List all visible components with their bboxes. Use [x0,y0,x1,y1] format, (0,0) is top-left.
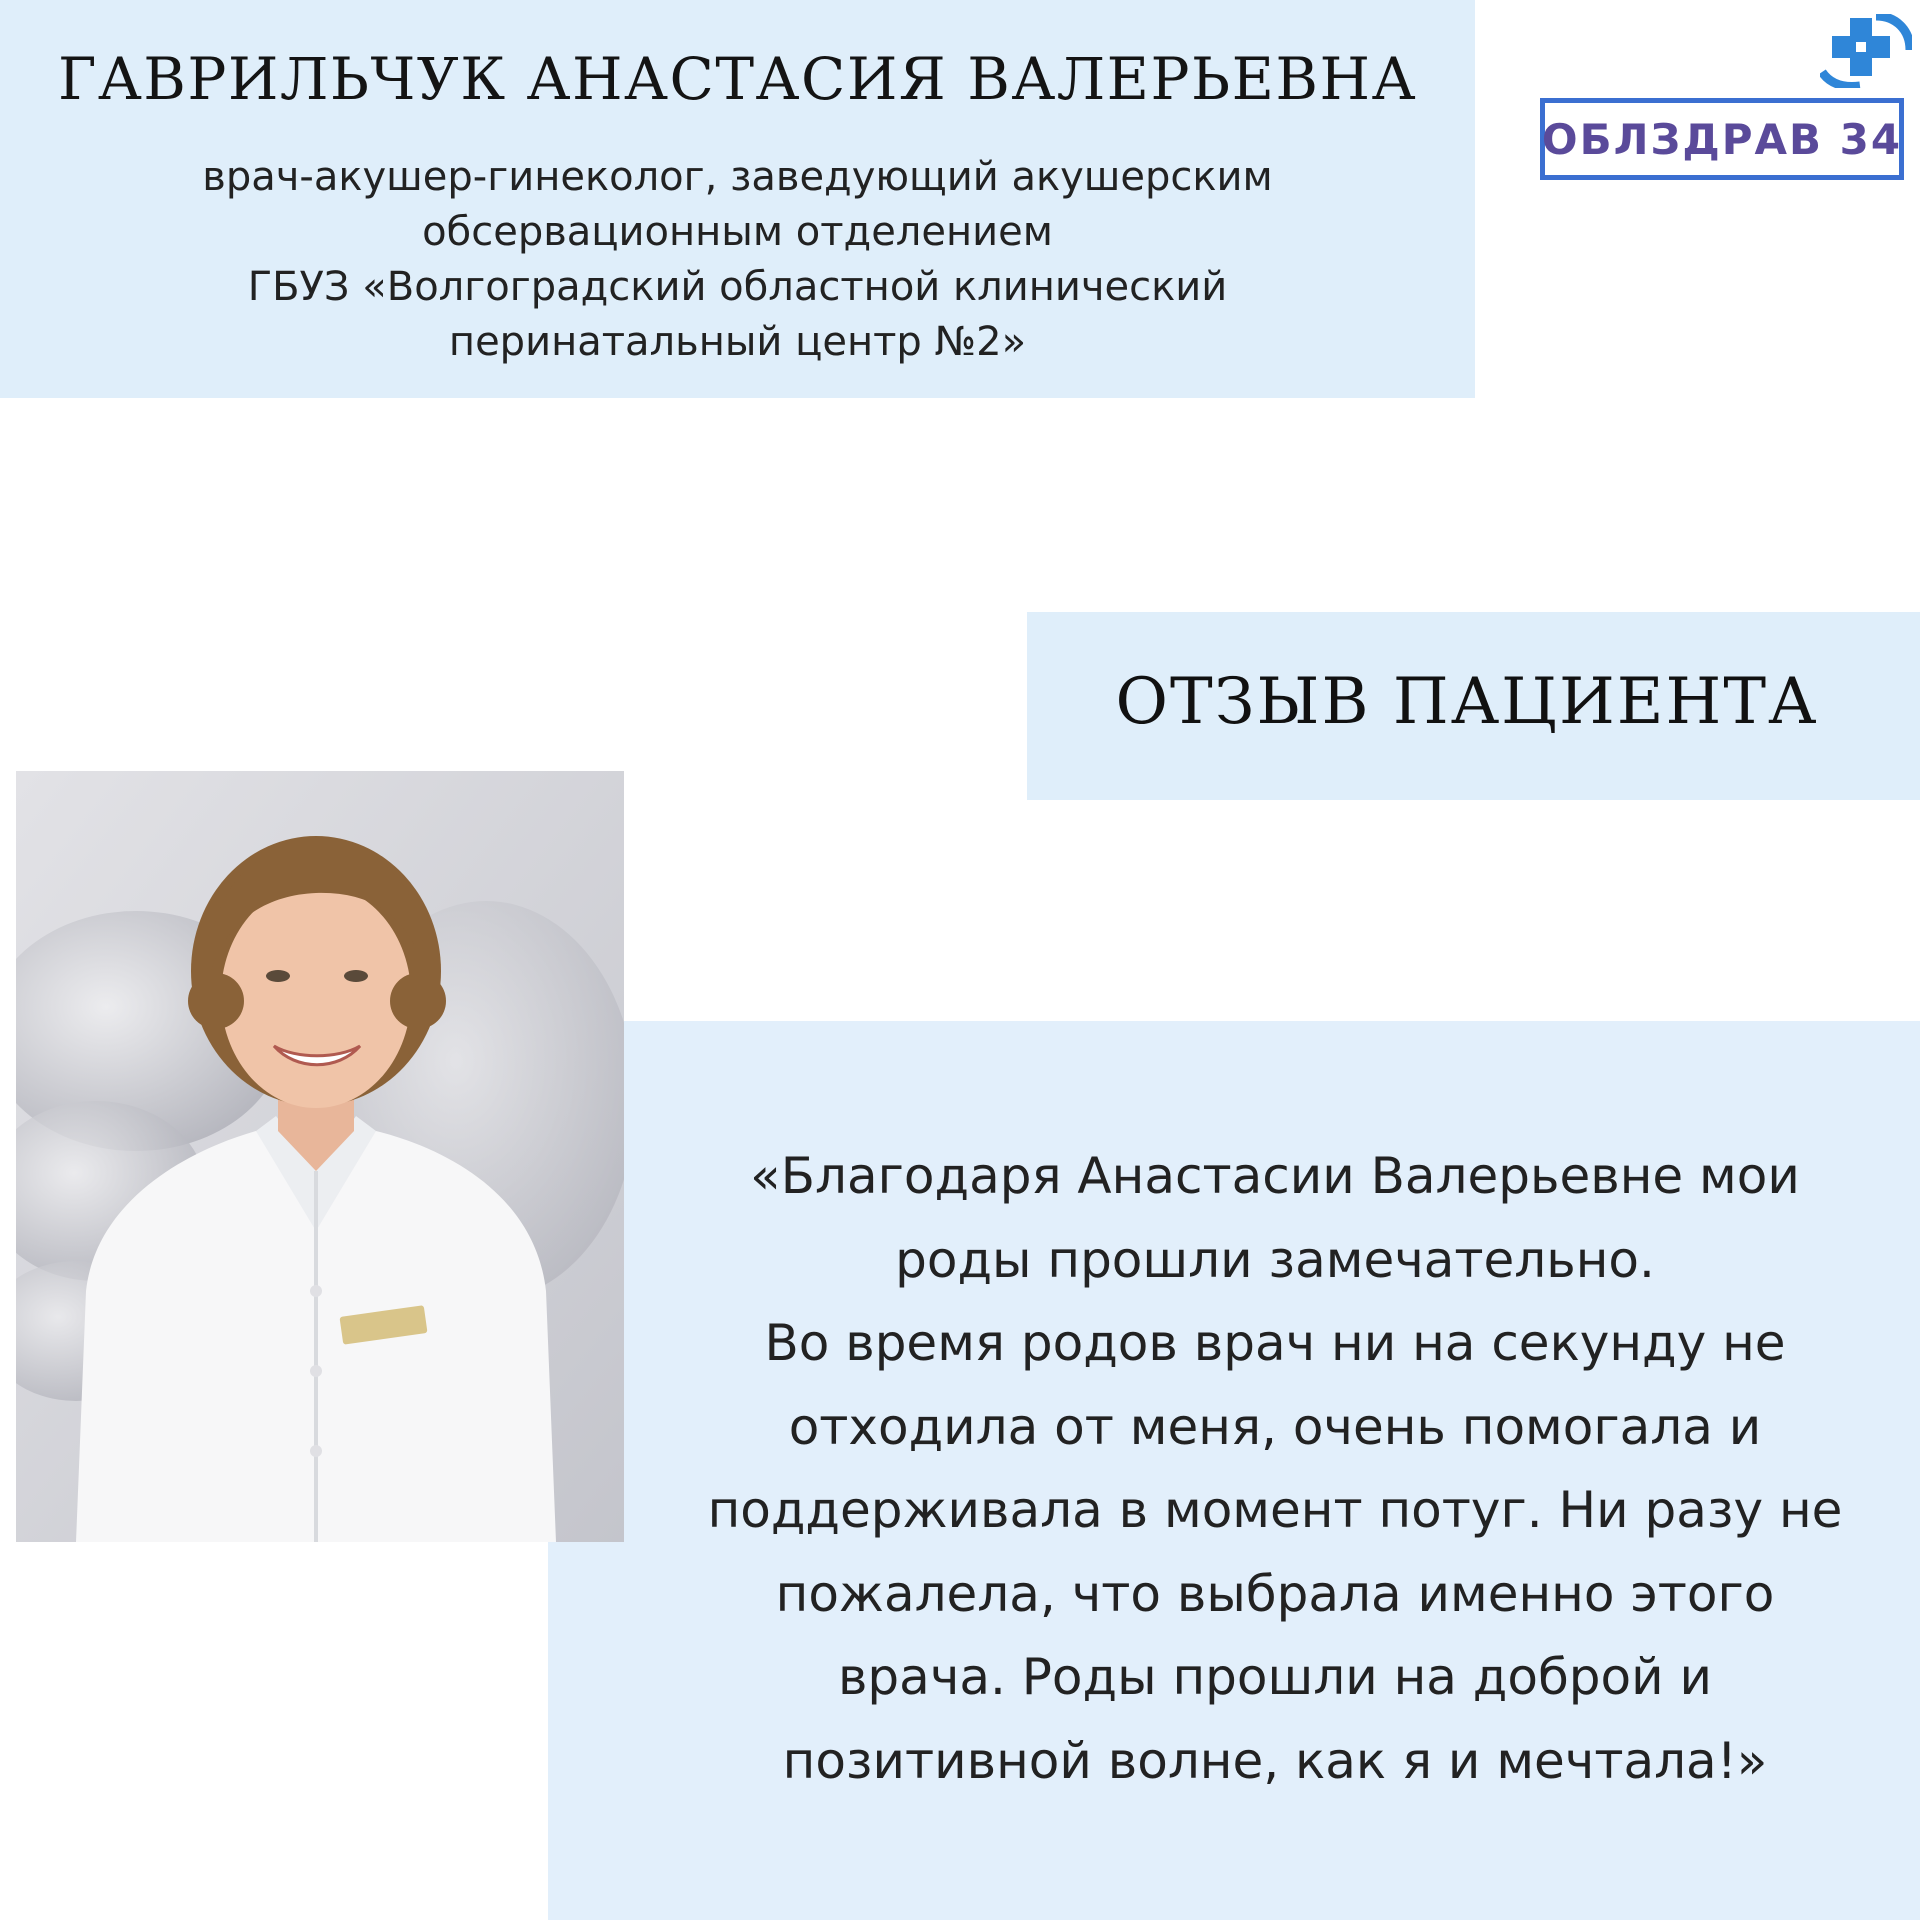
quote-line: позитивной волне, как я и мечтала!» [782,1731,1768,1790]
doctor-description-line: ГБУЗ «Волгоградский областной клинический [247,264,1228,310]
medical-cross-icon [1820,14,1912,88]
doctor-description-line: перинатальный центр №2» [448,319,1027,365]
quote-line: врача. Роды прошли на доброй и [837,1648,1713,1706]
quote-line: отходила от меня, очень помогала и [788,1397,1762,1456]
quote-line: роды прошли замечательно. [895,1230,1655,1289]
doctor-description [0,150,1475,370]
quote-line: поддерживала в момент потуг. Ни разу не [707,1481,1843,1539]
quote-line: Во время родов врач ни на секунду не [764,1314,1786,1372]
quote-line: пожалела, что выбрала именно этого [775,1564,1775,1623]
logo-badge [1540,98,1904,180]
doctor-description-line: врач-акушер-гинеколог, заведующий акушерским [202,154,1273,200]
review-title: ОТЗЫВ ПАЦИЕНТА [1115,665,1819,739]
doctor-photo [16,771,624,1542]
doctor-description-line: обсервационным отделением [422,209,1053,255]
patient-quote [640,1135,1910,1803]
quote-line: «Благодаря Анастасии Валерьевне мои [750,1147,1800,1205]
logo-text: ОБЛЗДРАВ 34 [1541,114,1903,164]
doctor-name: ГАВРИЛЬЧУК АНАСТАСИЯ ВАЛЕРЬЕВНА [57,45,1418,113]
